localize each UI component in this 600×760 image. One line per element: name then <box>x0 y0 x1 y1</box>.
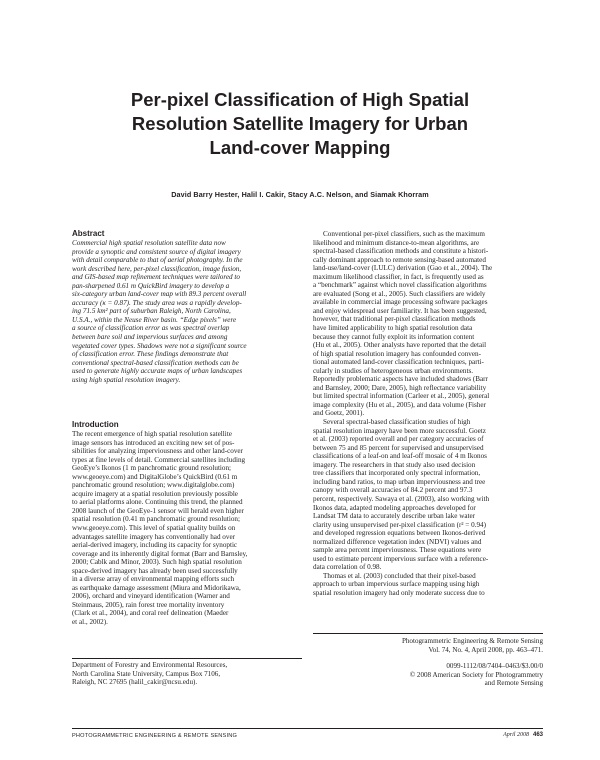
title-line-2: Resolution Satellite Imagery for Urban <box>131 113 469 134</box>
text-line: classifications of a leaf-on and leaf-off mosaic of 4 m Ikonos <box>313 452 487 461</box>
text-line: because they cannot fully exploit its information content <box>313 332 475 341</box>
text-line: tree classifiers that incorporated only spectral information, <box>313 469 481 478</box>
footer-divider <box>72 728 543 729</box>
text-line: et al., 2002). <box>72 618 108 627</box>
footer-journal: PHOTOGRAMMETRIC ENGINEERING & REMOTE SENSING <box>72 733 238 739</box>
article-title <box>40 88 560 160</box>
text-line: between bare soil and impervious surfaces and among <box>72 333 228 342</box>
text-line: likelihood and minimum distance-to-mean algorithms, are <box>313 238 480 247</box>
text-line: of high spatial resolution imagery has confounded conven- <box>313 349 481 358</box>
text-line: et al. (2003) reported overall and per category accuracies of <box>313 435 484 444</box>
body-paragraph-1 <box>313 230 543 418</box>
introduction-section <box>72 420 302 627</box>
abstract-heading: Abstract <box>72 229 105 238</box>
text-line: cally dominant approach to remote sensing-based automated <box>313 255 486 264</box>
text-line: 2008 launch of the GeoEye-1 sensor will herald even higher <box>72 506 244 515</box>
issn-info: 0099-1112/08/7404–0463/$3.00/0 <box>446 662 543 671</box>
text-line: panchromatic ground resolution; www.digitalglobe.com) <box>72 481 235 490</box>
abstract-section <box>72 229 302 384</box>
text-line: clarity using unsupervised per-pixel classification (r² = 0.94) <box>313 520 486 529</box>
text-line: have limited applicability to high spatial resolution data <box>313 324 473 333</box>
text-line: pan-sharpened 0.61 m QuickBird imagery to develop a <box>72 281 230 290</box>
footer-page-info <box>440 732 543 738</box>
text-line: percent, respectively. Sawaya et al. (2003), also working with <box>313 494 490 503</box>
text-line: approach to urban impervious surface mapping using high <box>313 580 480 589</box>
text-line: canopy with overall accuracies of 84.2 percent and 97.3 <box>313 486 473 495</box>
text-line: image sensors has introduced an exciting new set of pos- <box>72 438 235 447</box>
text-line: space-derived imagery has already been used successfully <box>72 566 238 575</box>
text-line: of classification error. These findings demonstrate that <box>72 350 229 359</box>
text-line: tional automated land-cover classification techniques, parti- <box>313 358 484 367</box>
publication-info <box>313 637 543 688</box>
affiliation-divider <box>72 658 302 659</box>
text-line: acquire imagery at a spatial resolution previously possible <box>72 489 238 498</box>
copyright-line-1: © 2008 American Society for Photogrammetry <box>409 670 543 679</box>
title-line-3: Land-cover Mapping <box>209 137 391 158</box>
page-number: 463 <box>532 732 543 738</box>
text-line: image complexity (Hu et al., 2005), and data volume (Fisher <box>313 400 486 409</box>
text-line: land-use/land-cover (LULC) derivation (Gao et al., 2004). The <box>313 264 493 273</box>
text-line: cularly in studies of heterogeneous urban environments. <box>313 366 474 375</box>
author-affiliation <box>72 661 312 687</box>
text-line: types at fine levels of detail. Commercial satellites including <box>72 455 246 464</box>
text-line: spectral-based classification methods and constitute a histori- <box>313 247 489 256</box>
affiliation-line-1: Department of Forestry and Environmental Resources, <box>72 661 228 669</box>
text-line: and developed regression equations between Ikonos-derived <box>313 529 486 538</box>
text-line: six-category urban land-cover map with 89.3 percent overall <box>72 290 247 299</box>
text-line: coverage and its inherently digital format (Barr and Barnsley, <box>72 549 248 558</box>
text-line: a “benchmark” against which novel classification algorithms <box>313 281 487 290</box>
text-line: normalized difference vegetation index (NDVI) values and <box>313 537 482 546</box>
text-line: accuracy (κ = 0.87). The study area was a rapidly develop- <box>72 298 242 307</box>
text-line: as earthquake damage assessment (Miura and Midorikawa, <box>72 583 241 592</box>
text-line: (Clark et al., 2004), and coral reef delineation (Maeder <box>72 609 229 618</box>
text-line: but limited spectral information (Carleer et al., 2005), general <box>313 392 490 401</box>
text-line: conventional spectral-based classification methods can be <box>72 358 239 367</box>
body-paragraph-3 <box>313 572 543 598</box>
introduction-heading: Introduction <box>72 420 119 429</box>
text-line: and enjoy widespread user familiarity. It has been suggested, <box>313 306 487 315</box>
footer-date: April 2008 <box>503 732 529 738</box>
text-line: vegetated cover types. Shadows were not a significant source <box>72 341 247 350</box>
text-line: Thomas et al. (2003) concluded that their pixel-based <box>323 571 476 580</box>
journal-name: Photogrammetric Engineering & Remote Sensing <box>401 637 543 645</box>
text-line: including band ratios, to map urban imperviousness and tree <box>313 477 486 486</box>
text-line: however, that traditional per-pixel classification methods <box>313 315 476 324</box>
text-line: www.geoeye.com). This level of spatial quality builds on <box>72 524 236 533</box>
text-line: The recent emergence of high spatial resolution satellite <box>72 430 232 438</box>
text-line: sample area percent imperviousness. These equations were <box>313 546 482 555</box>
right-column <box>313 230 543 598</box>
text-line: 2000; Cablk and Minor, 2003). Such high spatial resolution <box>72 558 242 567</box>
text-line: are evaluated (Song et al., 2005). Such classifiers are widely <box>313 289 486 298</box>
text-line: available in commercial image processing software packages <box>313 298 488 307</box>
text-line: ing 71.5 km² part of suburban Raleigh, North Carolina, <box>72 307 231 316</box>
text-line: used to estimate percent impervious surface with a reference- <box>313 554 489 563</box>
text-line: aerial-derived imagery, including its capacity for synoptic <box>72 541 238 550</box>
text-line: Landsat TM data to accurately describe urban lake water <box>313 512 476 521</box>
volume-info: Vol. 74, No. 4, April 2008, pp. 463–471. <box>428 645 543 654</box>
text-line: using high spatial resolution imagery. <box>72 375 181 384</box>
text-line: Conventional per-pixel classifiers, such as the maximum <box>323 230 485 238</box>
text-line: work described here, per-pixel classification, image fusion, <box>72 264 242 273</box>
text-line: between 75 and 85 percent for supervised and unsupervised <box>313 443 484 452</box>
text-line: provide a synoptic and consistent source of digital imagery <box>72 247 241 256</box>
text-line: with detail comparable to that of aerial photography. In the <box>72 256 243 265</box>
text-line: to aerial platforms alone. Continuing this trend, the planned <box>72 498 243 507</box>
text-line: imagery. The researchers in that study also used decision <box>313 460 476 469</box>
text-line: data correlation of 0.98. <box>313 563 382 572</box>
text-line: spatial resolution imagery had only moderate success due to <box>313 588 485 597</box>
authors: David Barry Hester, Halil I. Cakir, Stacy A.C. Nelson, and Siamak Khorram <box>171 190 429 199</box>
affiliation-line-3: Raleigh, NC 27695 (halil_cakir@ncsu.edu). <box>72 678 198 687</box>
text-line: U.S.A., within the Neuse River basin. “Edge pixels” were <box>72 315 237 324</box>
body-paragraph-2 <box>313 418 543 572</box>
pubinfo-divider <box>313 633 543 634</box>
text-line: Reportedly problematic aspects have included shadows (Barr <box>313 375 488 384</box>
text-line: www.geoeye.com) and DigitalGlobe’s QuickBird (0.61 m <box>72 472 238 481</box>
text-line: and GIS-based map refinement techniques were tailored to <box>72 273 240 282</box>
text-line: Ikonos data, adapted modeling approaches developed for <box>313 503 476 512</box>
text-line: Several spectral-based classification studies of high <box>323 418 471 427</box>
text-line: spatial resolution imagery have been more successful. Goetz <box>313 426 486 435</box>
text-line: a source of classification error as was spectral overlap <box>72 324 230 333</box>
text-line: 2006), orchard and vineyard identification (Warner and <box>72 592 230 601</box>
text-line: maximum likelihood classifier, in fact, is frequently used as <box>313 272 484 281</box>
text-line: GeoEye’s Ikonos (1 m panchromatic ground resolution; <box>72 464 232 473</box>
text-line: (Hu et al., 2005). Other analysts have reported that the detail <box>313 341 487 350</box>
text-line: advantages satellite imagery has conventionally had over <box>72 532 235 541</box>
copyright-line-2: and Remote Sensing <box>484 679 543 688</box>
affiliation-line-2: North Carolina State University, Campus Box 7106, <box>72 669 221 678</box>
text-line: and Barnsley, 2000; Dare, 2005), high reflectance variability <box>313 383 487 392</box>
text-line: used to generate highly accurate maps of urban landscapes <box>72 367 243 376</box>
title-line-1: Per-pixel Classification of High Spatial <box>130 89 470 110</box>
text-line: in a diverse array of environmental mapping efforts such <box>72 575 235 584</box>
text-line: Steinmaus, 2005), rain forest tree mortality inventory <box>72 600 225 609</box>
text-line: sibilities for analyzing imperviousness and other land-cover <box>72 447 243 456</box>
text-line: and Goetz, 2001). <box>313 409 365 418</box>
introduction-body <box>72 430 302 627</box>
text-line: spatial resolution (0.41 m panchromatic ground resolution; <box>72 515 240 524</box>
abstract-body <box>72 239 302 384</box>
text-line: Commercial high spatial resolution satellite data now <box>72 239 226 247</box>
